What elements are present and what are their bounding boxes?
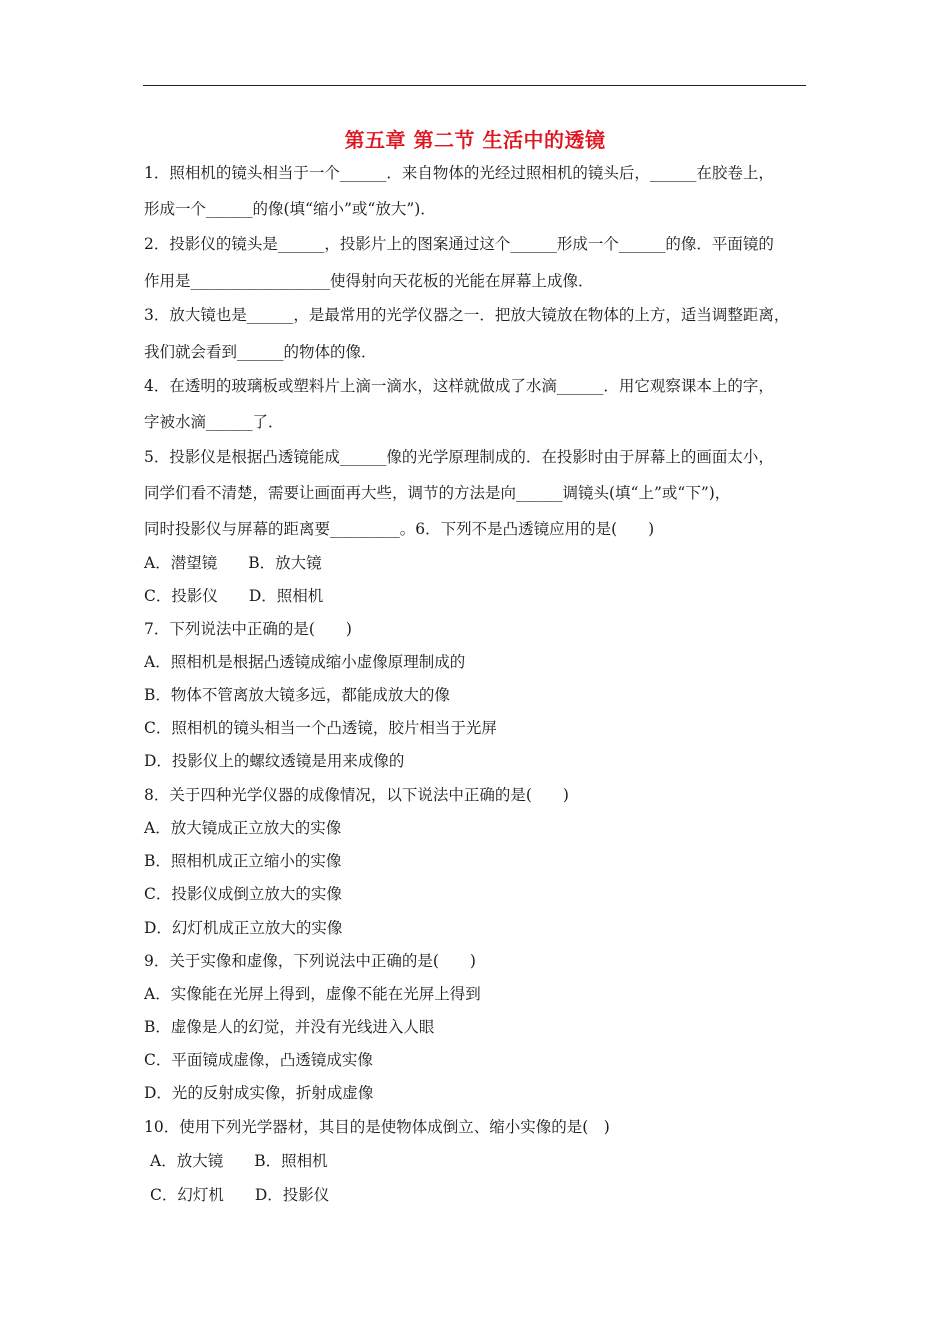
option-line: A．放大镜成正立放大的实像 — [144, 819, 342, 837]
text-line: 4．在透明的玻璃板或塑料片上滴一滴水，这样就做成了水滴______．用它观察课本上的字， — [144, 377, 774, 395]
question-line: 8．关于四种光学仪器的成像情况，以下说法中正确的是( ) — [144, 786, 569, 804]
question-line: 7．下列说法中正确的是( ) — [144, 620, 352, 638]
text-line: 2．投影仪的镜头是______，投影片上的图案通过这个______形成一个______的像．平面镜的 — [144, 235, 774, 253]
option-line: D．幻灯机成正立放大的实像 — [144, 919, 343, 937]
text-line: 3．放大镜也是______，是最常用的光学仪器之一．把放大镜放在物体的上方，适当调整距离， — [144, 306, 790, 324]
text-line: 字被水滴______了． — [144, 413, 284, 431]
option-line: C．幻灯机 D．投影仪 — [150, 1186, 330, 1204]
option-line: B．照相机成正立缩小的实像 — [144, 852, 342, 870]
option-line: D．投影仪上的螺纹透镜是用来成像的 — [144, 752, 405, 770]
text-line: 我们就会看到______的物体的像． — [144, 343, 377, 361]
text-line: 形成一个______的像(填“缩小”或“放大”)． — [144, 200, 436, 218]
text-line: 同时投影仪与屏幕的距离要_________。6．下列不是凸透镜应用的是( ) — [144, 520, 655, 538]
text-line: 1．照相机的镜头相当于一个______．来自物体的光经过照相机的镜头后，______在胶卷上， — [144, 164, 774, 182]
option-line: A．放大镜 B．照相机 — [150, 1152, 328, 1170]
question-line: 10．使用下列光学器材，其目的是使物体成倒立、缩小实像的是( ) — [144, 1118, 610, 1136]
option-line: C．投影仪 D．照相机 — [144, 587, 324, 605]
text-line: 5．投影仪是根据凸透镜能成______像的光学原理制成的．在投影时由于屏幕上的画面太小， — [144, 448, 774, 466]
option-line: C．平面镜成虚像，凸透镜成实像 — [144, 1051, 373, 1069]
option-line: D．光的反射成实像，折射成虚像 — [144, 1084, 374, 1102]
header-rule — [143, 85, 806, 86]
option-line: C．投影仪成倒立放大的实像 — [144, 885, 342, 903]
option-line: A．实像能在光屏上得到，虚像不能在光屏上得到 — [144, 985, 481, 1003]
option-line: C．照相机的镜头相当一个凸透镜，胶片相当于光屏 — [144, 719, 497, 737]
question-line: 9．关于实像和虚像，下列说法中正确的是( ) — [144, 952, 476, 970]
option-line: A．照相机是根据凸透镜成缩小虚像原理制成的 — [144, 653, 466, 671]
option-line: A．潜望镜 B．放大镜 — [144, 554, 322, 572]
text-line: 作用是__________________使得射向天花板的光能在屏幕上成像． — [144, 272, 594, 290]
page-title: 第五章 第二节 生活中的透镜 — [344, 128, 606, 152]
text-line: 同学们看不清楚，需要让画面再大些，调节的方法是向______调镜头(填“上”或“下”)， — [144, 484, 731, 502]
option-line: B．虚像是人的幻觉，并没有光线进入人眼 — [144, 1018, 435, 1036]
option-line: B．物体不管离放大镜多远，都能成放大的像 — [144, 686, 450, 704]
